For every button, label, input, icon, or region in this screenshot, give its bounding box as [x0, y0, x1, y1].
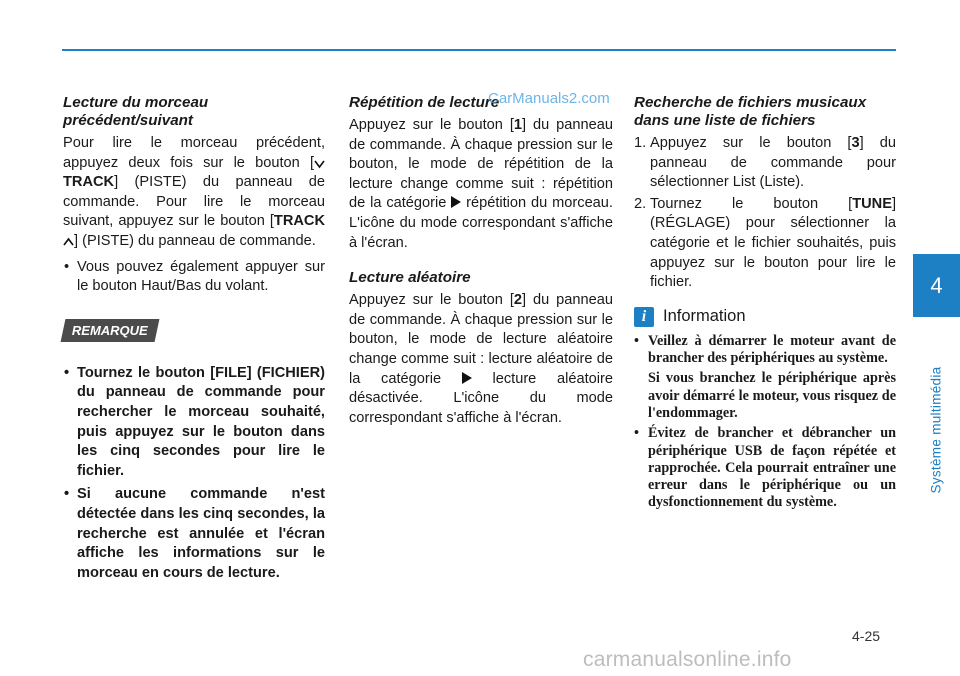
text-span: lecture aléatoire désactivée. L'icône du mode correspondant s'affiche à l'écran. [349, 370, 613, 426]
text-span: Appuyez sur le bouton [ [349, 117, 514, 133]
key-3: 3 [851, 135, 860, 151]
section-heading-prev-next: Lecture du morceau précédent/suivant [63, 94, 209, 129]
text-span: répétition du morceau. L'icône du mode correspondant s'affiche à l'écran. [349, 195, 613, 251]
column-left [63, 94, 325, 587]
step-item [634, 195, 896, 293]
remark-badge [61, 319, 160, 342]
text-span: Appuyez sur le bouton [ [650, 135, 852, 151]
arrow-right-icon [451, 196, 461, 208]
list-item: • Tournez le bouton [FILE] (FICHIER) du panneau de commande pour rechercher le morceau souhaité, puis appuyez sur le bouton dans les cinq secondes pour lire le fichier. [63, 364, 325, 482]
tune-key: TUNE [852, 195, 892, 212]
watermark-top: CarManuals2.com [488, 90, 610, 107]
text-span: ] du panneau de commande. À chaque pression sur le bouton, le mode de répétition de la lecture change comme suit : répétition de la catégorie [349, 117, 613, 212]
list-item: • Évitez de brancher et débrancher un périphérique USB de façon répétée et rapprochée. Cela pourrait entraîner une erreur dans le périphérique ou un dysfonctionnement du système. [634, 425, 896, 511]
step-number: 1. [634, 135, 647, 151]
information-header [634, 307, 896, 327]
column-right [634, 94, 896, 515]
text-span: ] (PISTE) du panneau de commande. Pour lire le morceau suivant, appuyez sur le bouton [ [63, 174, 325, 230]
prev-next-paragraph [63, 134, 325, 252]
text-span: ] du panneau de commande pour sélectionner List (Liste). [650, 135, 896, 191]
text-span: ] (PISTE) du panneau de commande. [74, 232, 316, 249]
text-span: Appuyez sur le bouton [ [349, 292, 514, 309]
key-2: 2 [513, 292, 523, 309]
text-span: Tournez le bouton [ [650, 195, 853, 212]
steps-list [634, 134, 896, 293]
track-key: TRACK [63, 174, 115, 191]
chapter-title: Système multimédia [928, 366, 944, 494]
information-title: Information [663, 306, 746, 325]
shuffle-paragraph [349, 291, 613, 428]
note-list [63, 258, 325, 297]
list-item: • Si aucune commande n'est détectée dans les cinq secondes, la recherche est annulée et l'écran affiche les informations sur le morceau en cours de lecture. [63, 485, 325, 583]
column-middle [349, 94, 613, 428]
key-1: 1 [513, 117, 523, 133]
section-heading-repeat: Répétition de lecture [349, 94, 500, 111]
page-number: 4-25 [852, 628, 881, 644]
chevron-down-icon [314, 159, 325, 169]
list-item: • Veillez à démarrer le moteur avant de brancher des périphériques au système. [634, 333, 896, 368]
section-heading-file-search: Recherche de fichiers musicaux dans une liste de fichiers [634, 94, 867, 129]
information-list [634, 333, 896, 512]
step-item [634, 134, 896, 193]
text-span: Pour lire le morceau précédent, appuyez deux fois sur le bouton [ [63, 135, 325, 171]
chevron-up-icon [63, 237, 74, 247]
repeat-paragraph [349, 116, 613, 253]
arrow-right-icon [462, 372, 472, 384]
list-item: Si vous branchez le périphérique après avoir démarré le moteur, vous risquez de l'endommager. [648, 370, 896, 421]
watermark-bottom: carmanualsonline.info [583, 648, 792, 671]
top-rule [62, 49, 896, 51]
list-item: • Vous pouvez également appuyer sur le bouton Haut/Bas du volant. [63, 258, 325, 297]
track-key-2: TRACK [273, 213, 325, 230]
info-icon: i [634, 307, 654, 327]
remark-label: REMARQUE [71, 322, 148, 338]
step-number: 2. [634, 195, 647, 212]
section-heading-shuffle: Lecture aléatoire [349, 269, 471, 287]
text-span: ] du panneau de commande. À chaque pression sur le bouton, le mode de lecture aléatoire change comme suit : lecture aléatoire de la catégorie [349, 292, 613, 387]
remark-list [63, 364, 325, 584]
text-span: ] (RÉGLAGE) pour sélectionner la catégorie et le fichier souhaités, puis appuyez sur le bouton pour lire le fichier. [650, 195, 896, 291]
chapter-tab: 4 [913, 254, 960, 317]
